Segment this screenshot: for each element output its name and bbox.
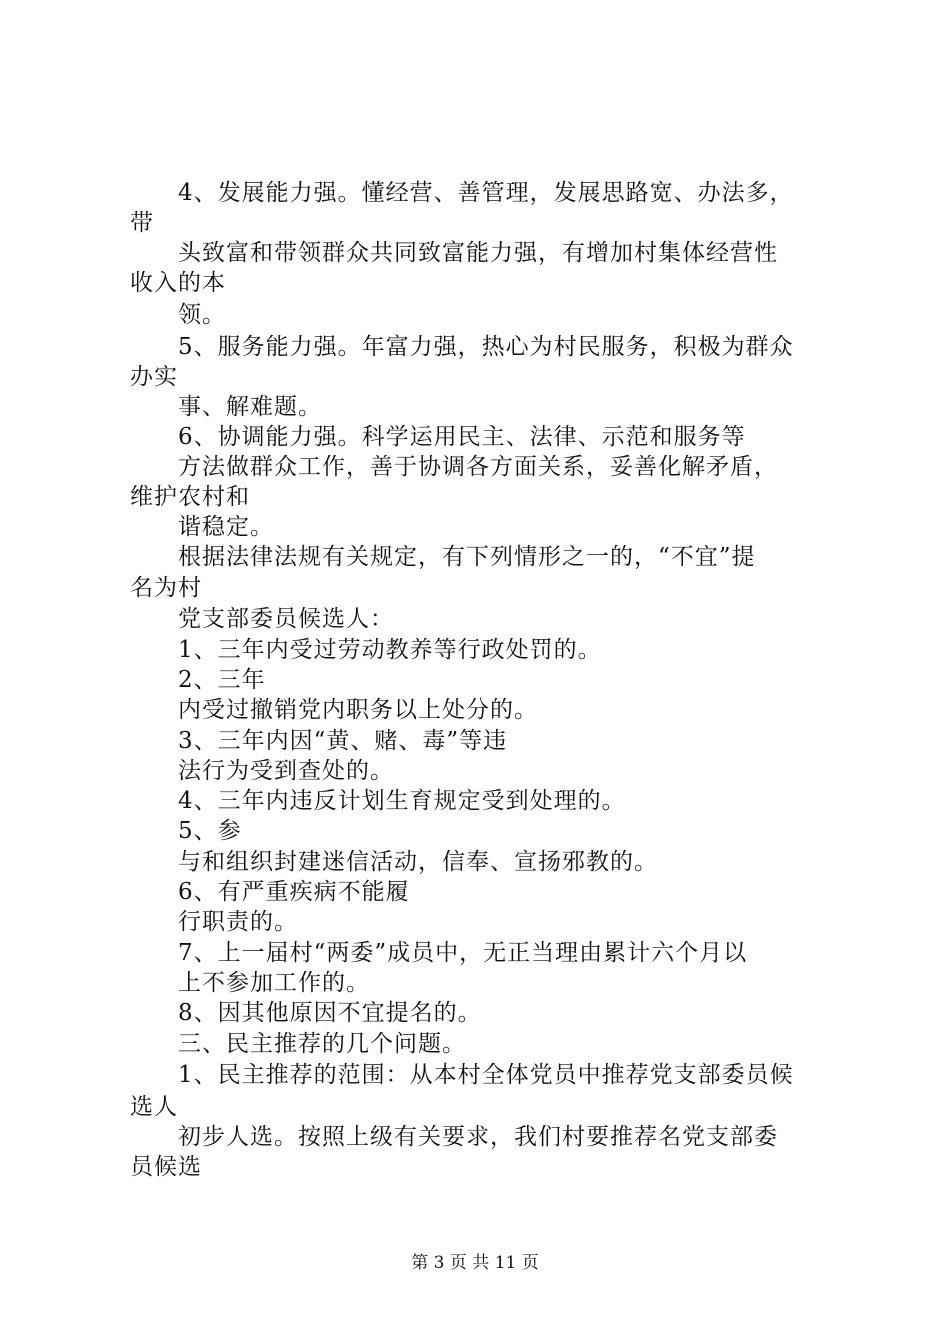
- text-line: 根据法律法规有关规定，有下列情形之一的，“不宜”提: [178, 544, 756, 570]
- text-line: 8、因其他原因不宜提名的。: [178, 1000, 482, 1026]
- text-line: 6、协调能力强。科学运用民主、法律、示范和服务等: [178, 424, 746, 450]
- text-line: 初步人选。按照上级有关要求，我们村要推荐名党支部委: [178, 1124, 778, 1150]
- text-line: 选人: [130, 1094, 178, 1120]
- text-line: 党支部委员候选人：: [178, 606, 394, 632]
- text-line: 谐稳定。: [178, 514, 274, 540]
- text-line: 3、三年内因“黄、赌、毒”等违: [178, 728, 508, 754]
- text-line: 领。: [178, 302, 226, 328]
- text-line: 头致富和带领群众共同致富能力强，有增加村集体经营性: [178, 240, 778, 266]
- text-line: 维护农村和: [130, 484, 250, 510]
- text-line: 与和组织封建迷信活动，信奉、宣扬邪教的。: [178, 849, 658, 875]
- text-line: 4、三年内违反计划生育规定受到处理的。: [178, 788, 626, 814]
- text-line: 法行为受到查处的。: [178, 758, 394, 784]
- text-line: 方法做群众工作，善于协调各方面关系，妥善化解矛盾，: [178, 454, 778, 480]
- text-line: 名为村: [130, 575, 202, 601]
- text-line: 1、民主推荐的范围：从本村全体党员中推荐党支部委员候: [178, 1062, 794, 1088]
- text-line: 4、发展能力强。懂经营、善管理，发展思路宽、办法多，: [178, 180, 794, 206]
- text-line: 办实: [130, 364, 178, 390]
- text-line: 5、参: [178, 818, 242, 844]
- text-line: 事、解难题。: [178, 394, 322, 420]
- page-number: 第 3 页 共 11 页: [411, 1253, 539, 1273]
- text-line: 行职责的。: [178, 909, 298, 935]
- text-line: 三、民主推荐的几个问题。: [178, 1031, 466, 1057]
- text-line: 员候选: [130, 1154, 202, 1180]
- text-line: 上不参加工作的。: [178, 970, 370, 996]
- text-line: 5、服务能力强。年富力强，热心为村民服务，积极为群众: [178, 334, 794, 360]
- text-line: 2、三年: [178, 667, 266, 693]
- text-line: 收入的本: [130, 270, 226, 296]
- text-line: 内受过撤销党内职务以上处分的。: [178, 697, 538, 723]
- text-line: 带: [130, 210, 154, 236]
- text-line: 7、上一届村“两委”成员中，无正当理由累计六个月以: [178, 940, 748, 966]
- text-line: 1、三年内受过劳动教养等行政处罚的。: [178, 637, 602, 663]
- text-line: 6、有严重疾病不能履: [178, 879, 410, 905]
